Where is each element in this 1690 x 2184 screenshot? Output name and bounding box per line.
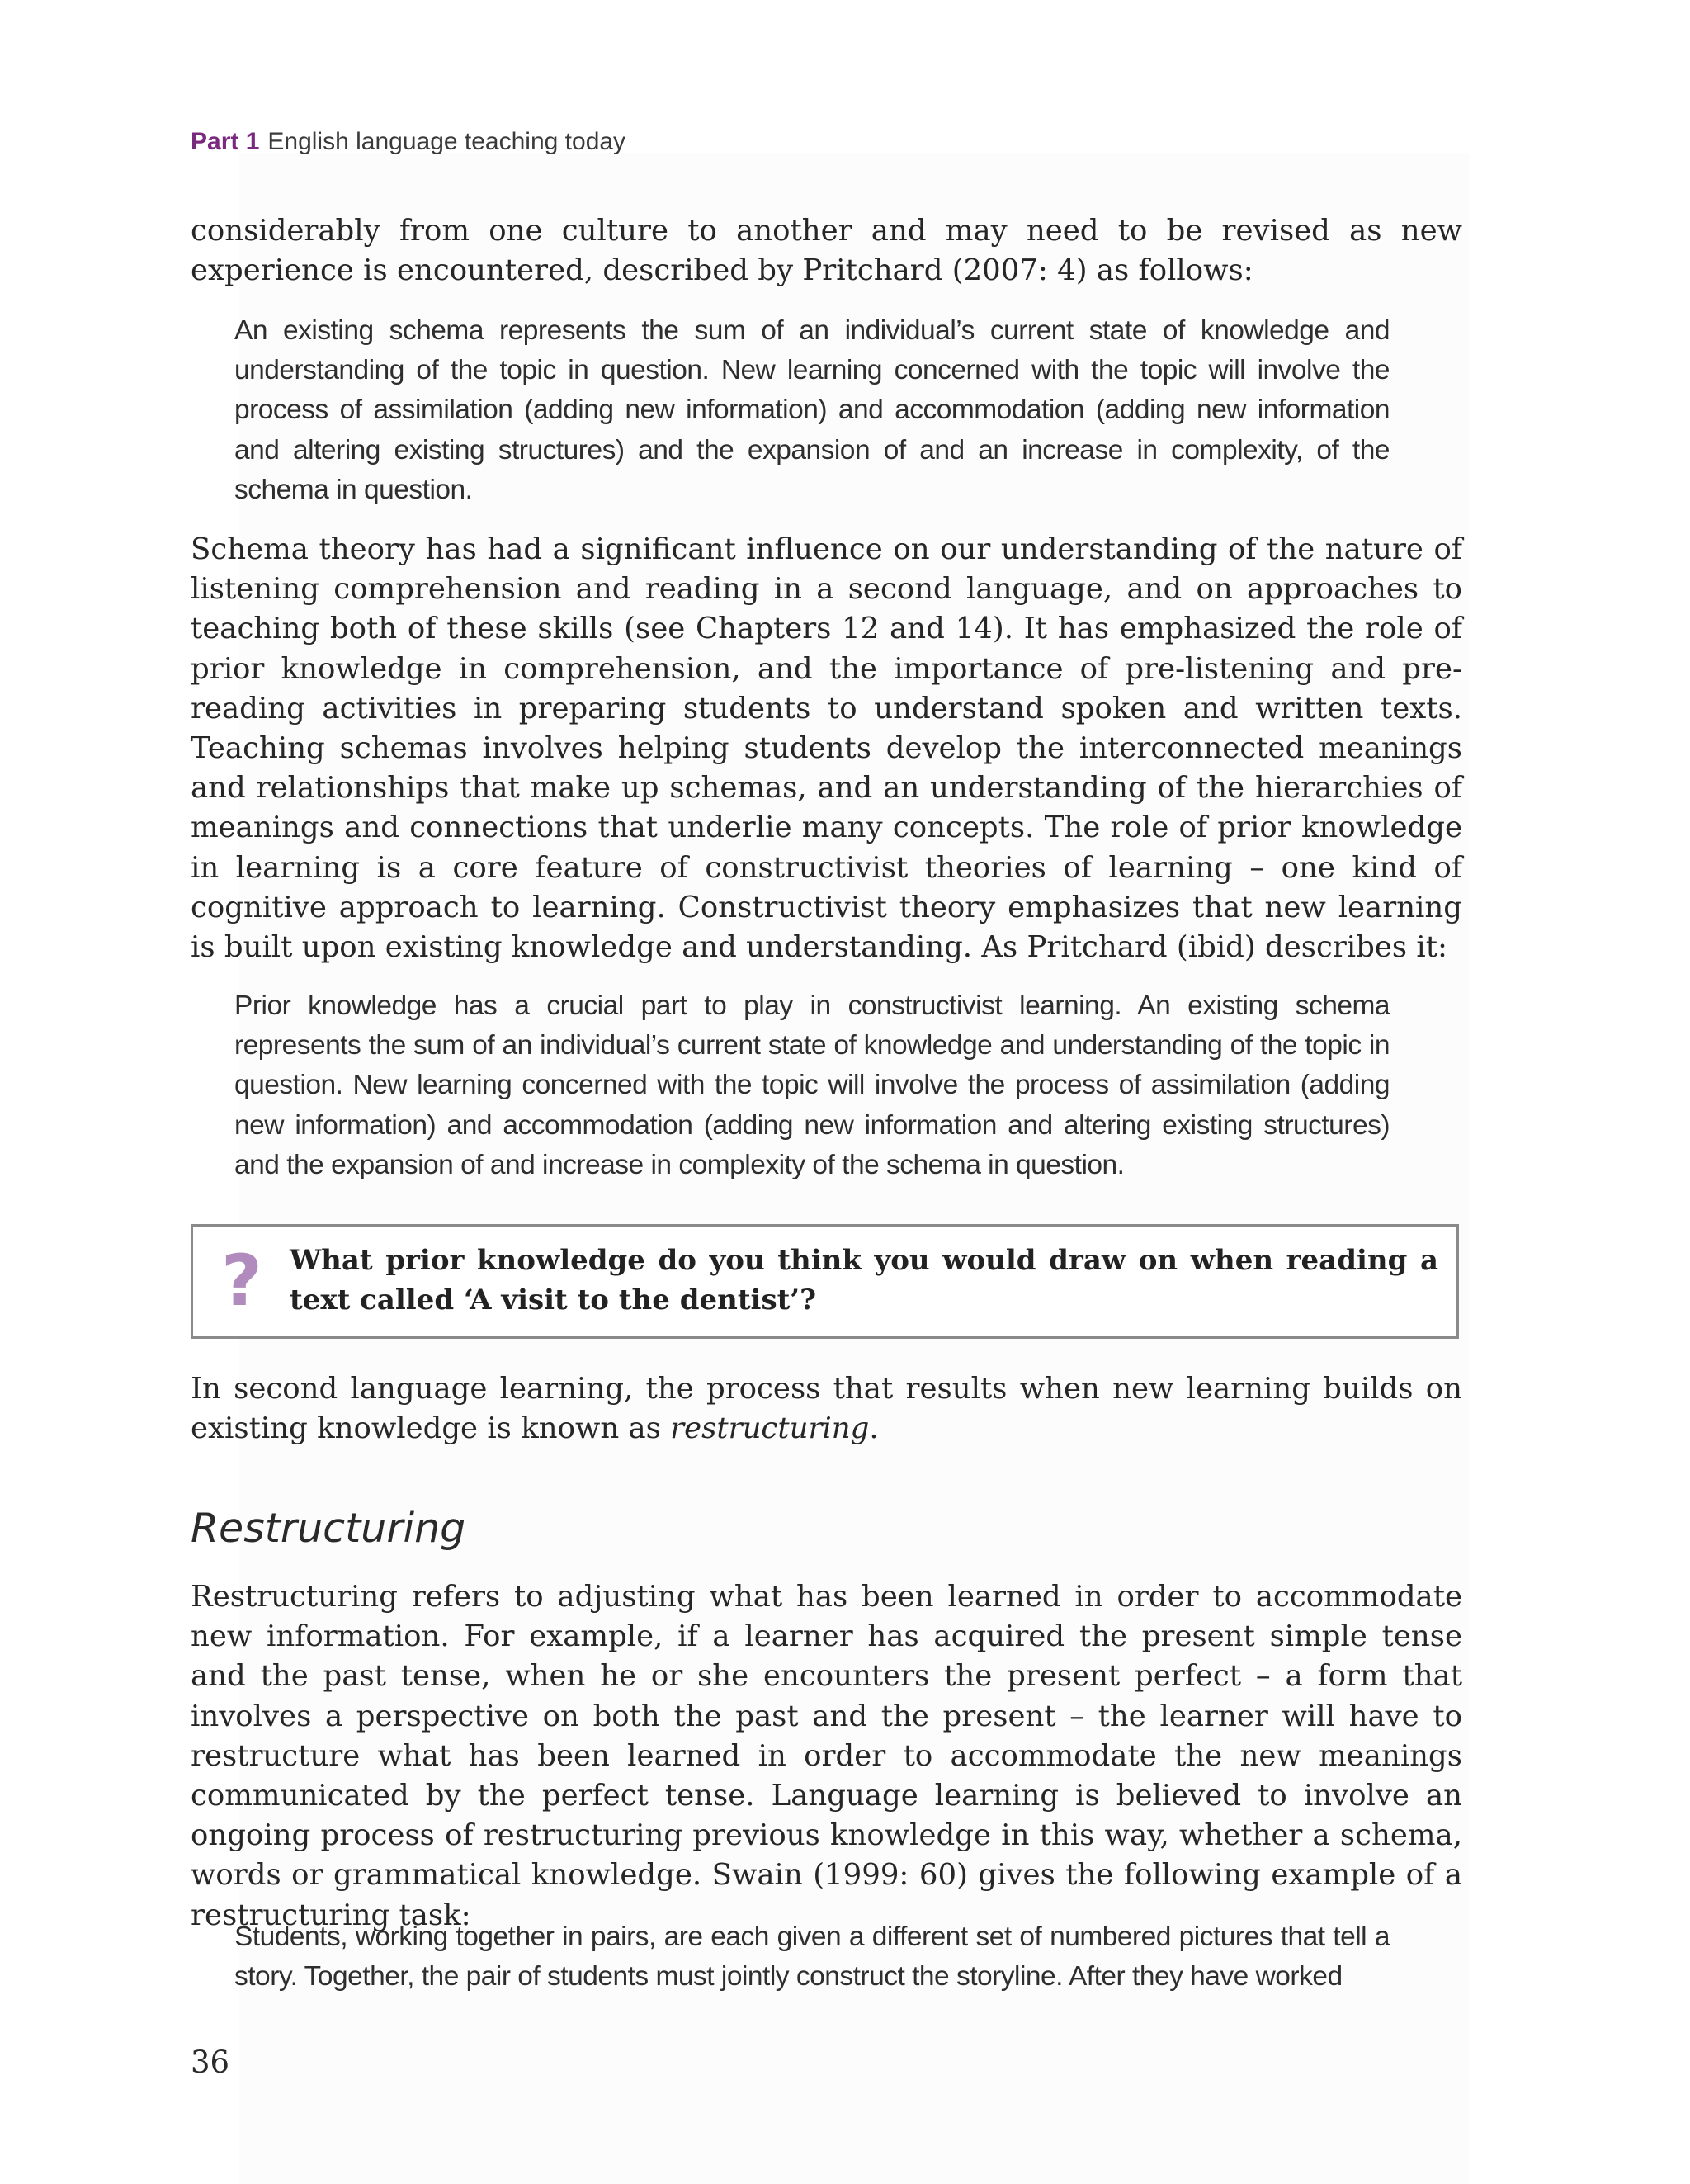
paragraph-continuation: considerably from one culture to another and may need to be revised as new experience is encountered, described by Pritchard (2007: 4) as follows:: [191, 214, 1462, 288]
paragraph-schema-theory: Schema theory has had a significant influence on our understanding of the nature of listening comprehension and reading in a second language, and on approaches to teaching both of these skills (see Chapters 12 and 14). It has emphasized the role of prior knowledge in comprehension, and the importance of pre-listening and pre-reading activities in preparing students to understand spoken and written texts. Teaching schemas involves helping students develop the interconnected meanings and relationships that make up schemas, and an understanding of the hierarchies of meanings and connections that underlie many concepts. The role of prior knowledge in learning is a core feature of constructivist theories of learning – one kind of cognitive approach to learning. Constructivist theory emphasizes that new learning is built upon existing knowledge and understanding. As Pritchard (ibid) describes it:: [191, 532, 1462, 965]
paragraph-restructuring-intro: [191, 1369, 1462, 1449]
block-quote-swain: Students, working together in pairs, are each given a different set of numbered pictures that tell a story. Together, the pair of students must jointly construct the storyline. After they have worked: [234, 1922, 1390, 1993]
reflection-question-box: [191, 1224, 1459, 1339]
part-label: Part 1: [191, 128, 260, 155]
restructuring-term: restructuring: [670, 1411, 870, 1446]
running-head: [191, 128, 625, 156]
restructuring-intro-end: .: [869, 1411, 879, 1446]
running-head-title: English language teaching today: [267, 128, 626, 155]
block-quote-pritchard-1: An existing schema represents the sum of an individual’s current state of knowledge and understanding of the topic in question. New learning concerned with the topic will involve the process of assimilation (adding new information) and accommodation (adding new information and altering existing structures) and the expansion of and an increase in complexity, of the schema in question.: [234, 315, 1390, 505]
section-heading: Restructuring: [191, 1505, 466, 1552]
block-quote-pritchard-2: Prior knowledge has a crucial part to play in constructivist learning. An existing schema represents the sum of an individual’s current state of knowledge and understanding of the topic in question. New learning concerned with the topic will involve the process of assimilation (adding new information) and accommodation (adding new information and altering existing structures) and the expansion of and increase in complexity of the schema in question.: [234, 990, 1390, 1180]
reflection-question-text: What prior knowledge do you think you would draw on when reading a text called ‘A visit to the dentist’?: [290, 1244, 1438, 1317]
question-mark-icon: ?: [221, 1240, 262, 1322]
paragraph-restructuring: Restructuring refers to adjusting what has been learned in order to accommodate new information. For example, if a learner has acquired the present simple tense and the past tense, when he or she encounters the present perfect – a form that involves a perspective on both the past and the present – the learner will have to restructure what has been learned in order to accommodate the new meanings communicated by the perfect tense. Language learning is believed to involve an ongoing process of restructuring previous knowledge in this way, whether a schema, words or grammatical knowledge. Swain (1999: 60) gives the following example of a restructuring task:: [191, 1580, 1462, 1932]
page-number: 36: [191, 2045, 230, 2080]
restructuring-intro-text: In second language learning, the process that results when new learning builds on existing knowledge is known as: [191, 1372, 1462, 1446]
